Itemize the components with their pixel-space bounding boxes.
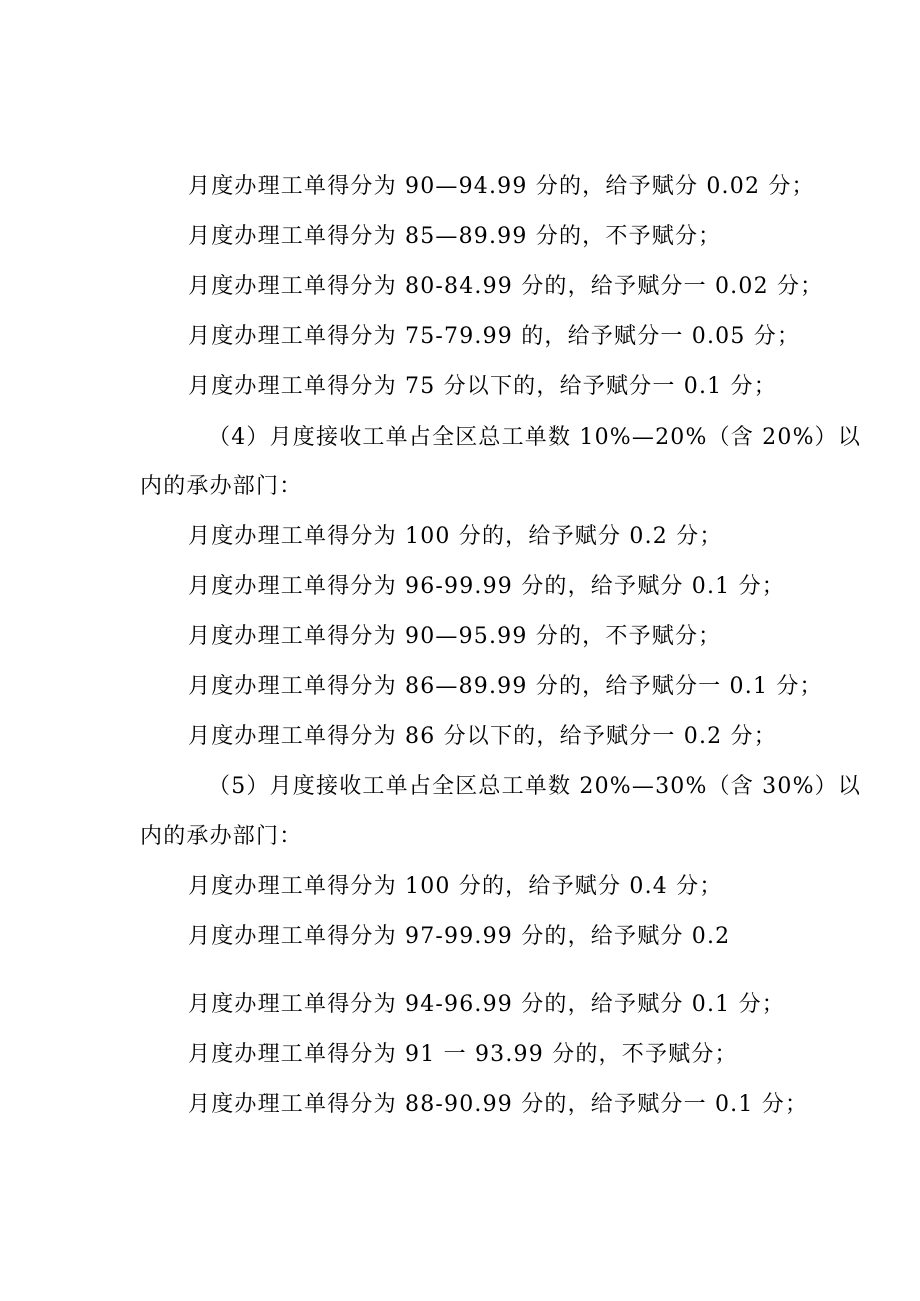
text-line: 月度办理工单得分为 91 一 93.99 分的，不予赋分； bbox=[188, 1042, 738, 1067]
text-line: 月度办理工单得分为 86—89.99 分的，给予赋分一 0.1 分； bbox=[188, 674, 823, 699]
text-line: 月度办理工单得分为 86 分以下的，给予赋分一 0.2 分； bbox=[188, 724, 777, 749]
text-line: 月度办理工单得分为 100 分的，给予赋分 0.4 分； bbox=[188, 874, 723, 899]
text-line: 月度办理工单得分为 88-90.99 分的，给予赋分一 0.1 分； bbox=[188, 1092, 809, 1117]
text-line: 月度办理工单得分为 85—89.99 分的，不予赋分； bbox=[188, 224, 722, 249]
text-line: 月度办理工单得分为 90—94.99 分的，给予赋分 0.02 分； bbox=[188, 174, 815, 199]
text-line: 月度办理工单得分为 96-99.99 分的，给予赋分 0.1 分； bbox=[188, 574, 785, 599]
text-line: 月度办理工单得分为 97-99.99 分的，给予赋分 0.2 bbox=[188, 924, 731, 949]
section-heading: （4）月度接收工单占全区总工单数 10%—20%（含 20%）以 bbox=[208, 425, 862, 450]
text-line: 内的承办部门： bbox=[140, 474, 303, 499]
text-line: 月度办理工单得分为 94-96.99 分的，给予赋分 0.1 分； bbox=[188, 992, 785, 1017]
section-heading: （5）月度接收工单占全区总工单数 20%—30%（含 30%）以 bbox=[208, 774, 862, 799]
text-line: 月度办理工单得分为 75 分以下的，给予赋分一 0.1 分； bbox=[188, 374, 777, 399]
text-line: 月度办理工单得分为 100 分的，给予赋分 0.2 分； bbox=[188, 524, 723, 549]
text-line: 月度办理工单得分为 90—95.99 分的，不予赋分； bbox=[188, 624, 722, 649]
text-line: 月度办理工单得分为 75-79.99 的，给予赋分一 0.05 分； bbox=[188, 324, 801, 349]
text-line: 内的承办部门： bbox=[140, 824, 303, 849]
text-line: 月度办理工单得分为 80-84.99 分的，给予赋分一 0.02 分； bbox=[188, 274, 824, 299]
